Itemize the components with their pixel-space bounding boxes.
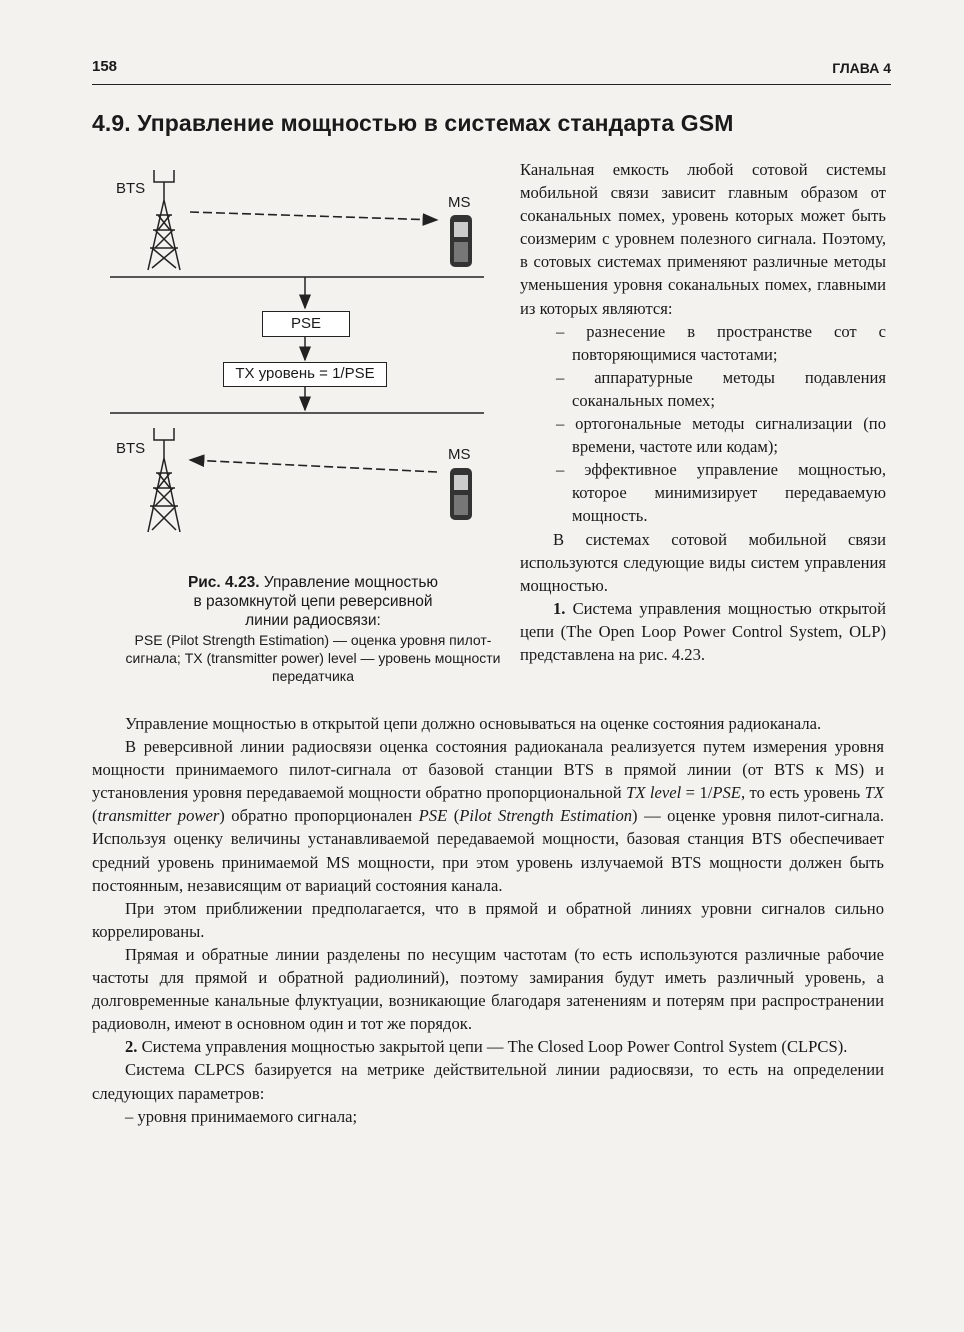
caption-number: Рис. 4.23. xyxy=(187,574,260,591)
caption-title-line3: линии радиосвязи: xyxy=(245,612,381,629)
phone-icon-top xyxy=(450,215,472,267)
top-signal-arrow xyxy=(190,212,437,220)
list-item: – эффективное управление мощностью, которое минимизирует передаваемую мощность. xyxy=(556,460,886,526)
text-run: ( xyxy=(447,806,460,826)
text-run: В реверсивной линии радиосвязи оценка состояния радиоканала реализуется путем измерения уровня мощности принимаемого пилот-сигнала от базовой станции BTS в прямой линии (от BTS к MS) и установления уровня передаваемой мощности обратно пропорциональной xyxy=(92,737,884,803)
bottom-ms-label: MS xyxy=(448,446,471,463)
paragraph-text: Система управления мощностью закрытой цепи — The Closed Loop Power Control System (CLPCS). xyxy=(137,1037,848,1057)
term: TX xyxy=(864,783,884,803)
section-title: 4.9. Управление мощностью в системах стандарта GSM xyxy=(92,110,734,136)
text-run: = 1/ xyxy=(681,783,713,803)
chapter-label: ГЛАВА 4 xyxy=(832,60,891,76)
text-run: ) — оценке уровня пилот-сигнала. Используя оценку величины устанавливаемой передаваемой мощности, базовая станция BTS обеспечивает средний уровень принимаемой MS мощности, при этом уровень излучаемой BTS мощности должен быть постоянным, независящим от вариаций состояния канала. xyxy=(92,806,884,895)
formula: TX level xyxy=(626,783,682,803)
text-run: ( xyxy=(92,806,98,826)
paragraph-text: Система управления мощностью открытой цепи (The Open Loop Power Control System, OLP) представлена на рис. 4.23. xyxy=(520,598,886,664)
text-run: , то есть уровень xyxy=(740,783,865,803)
paragraph xyxy=(520,597,886,666)
paragraph: Управление мощностью в открытой цепи должно основываться на оценке состояния радиоканала. xyxy=(125,714,822,733)
tx-level-box: TX уровень = 1/PSE xyxy=(223,362,387,387)
list-item: – разнесение в пространстве сот с повторяющимися частотами; xyxy=(556,321,886,364)
paragraph: В системах сотовой мобильной связи используются следующие виды систем управления мощностью. xyxy=(520,529,886,595)
text-run: ) обратно пропорционален xyxy=(219,806,419,826)
tower-icon-top xyxy=(148,170,180,270)
figure-caption xyxy=(108,573,518,685)
paragraph: Прямая и обратные линии разделены по несущим частотам (то есть используются различные рабочие частоты для прямой и обратной радиолиний), поэтому замирания будут иметь различный уровень, а долговременные канальные флуктуации, возникающие благодаря затенениям и потерям при распространении радиоволн, имеют в основном один и тот же порядок. xyxy=(92,944,884,1034)
intro-paragraph: Канальная емкость любой сотовой системы мобильной связи зависит главным образом от соканальных помех, уровень которых может быть соизмерим с уровнем полезного сигнала. Поэтому, в сотовых системах применяют различные методы уменьшения уровня соканальных помех, главными из которых являются: xyxy=(520,160,886,318)
header-rule xyxy=(92,84,891,85)
figure xyxy=(92,160,512,580)
paragraph xyxy=(92,735,884,897)
list-item: – уровня принимаемого сигнала; xyxy=(125,1106,358,1126)
phone-icon-bottom xyxy=(450,468,472,520)
term: PSE xyxy=(712,783,741,803)
item-number: 2. xyxy=(125,1037,138,1057)
term: PSE xyxy=(418,806,448,826)
main-text xyxy=(92,712,884,1128)
item-number: 1. xyxy=(553,598,566,618)
tower-icon-bottom xyxy=(148,428,180,532)
caption-title: Управление мощностью xyxy=(259,574,439,591)
page-number: 158 xyxy=(92,58,118,75)
bottom-bts-label: BTS xyxy=(116,440,146,457)
top-ms-label: MS xyxy=(448,194,471,211)
list-item: – аппаратурные методы подавления соканальных помех; xyxy=(556,367,886,410)
caption-note: PSE (Pilot Strength Estimation) — оценка уровня пилот-сигнала; TX (transmitter power) level — уровень мощности передатчика xyxy=(125,632,501,684)
right-column xyxy=(520,158,886,666)
paragraph xyxy=(92,1035,884,1058)
list-item: – ортогональные методы сигнализации (по времени, частоте или кодам); xyxy=(556,414,886,457)
term: transmitter power xyxy=(97,806,220,826)
pse-box: PSE xyxy=(262,311,350,337)
caption-title-line2: в разомкнутой цепи реверсивной xyxy=(193,593,433,610)
paragraph: При этом приближении предполагается, что в прямой и обратной линиях уровни сигналов сильно коррелированы. xyxy=(92,898,884,941)
top-bts-label: BTS xyxy=(116,180,146,197)
paragraph: Система CLPCS базируется на метрике действительной линии радиосвязи, то есть на определении следующих параметров: xyxy=(92,1060,884,1103)
term: Pilot Strength Estimation xyxy=(459,806,633,826)
bottom-signal-arrow xyxy=(190,460,437,472)
